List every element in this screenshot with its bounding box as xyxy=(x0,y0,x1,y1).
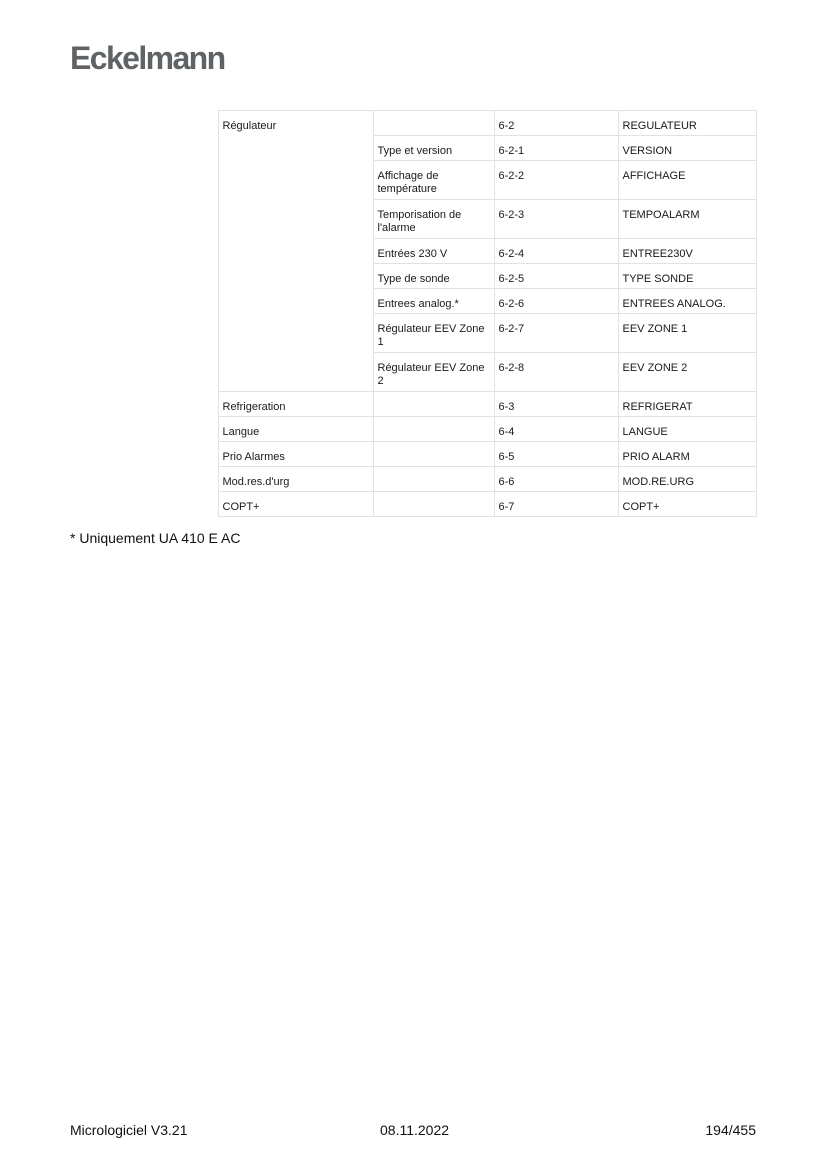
indent-cell xyxy=(70,111,218,517)
number-cell: 6-2-1 xyxy=(494,136,618,161)
number-cell: 6-2-2 xyxy=(494,161,618,200)
number-cell: 6-5 xyxy=(494,442,618,467)
footnote: * Uniquement UA 410 E AC xyxy=(70,530,241,546)
code-cell: LANGUE xyxy=(618,417,756,442)
number-cell: 6-2-7 xyxy=(494,314,618,353)
footer-product: Micrologiciel V3.21 xyxy=(70,1122,188,1138)
code-cell: COPT+ xyxy=(618,492,756,517)
number-cell: 6-2-6 xyxy=(494,289,618,314)
number-cell: 6-7 xyxy=(494,492,618,517)
code-cell: TEMPOALARM xyxy=(618,200,756,239)
code-cell: TYPE SONDE xyxy=(618,264,756,289)
submenu-cell: Temporisation de l'alarme xyxy=(373,200,494,239)
code-cell: EEV ZONE 2 xyxy=(618,353,756,392)
submenu-cell: Entrees analog.* xyxy=(373,289,494,314)
menu-cell: Prio Alarmes xyxy=(218,442,373,467)
eckelmann-logo: Eckelmann xyxy=(70,40,225,76)
table-row xyxy=(70,111,756,136)
menu-cell: Refrigeration xyxy=(218,392,373,417)
number-cell: 6-2-3 xyxy=(494,200,618,239)
number-cell: 6-2 xyxy=(494,111,618,136)
submenu-cell xyxy=(373,442,494,467)
submenu-cell xyxy=(373,392,494,417)
menu-cell: Langue xyxy=(218,417,373,442)
menu-cell: Régulateur xyxy=(218,111,373,392)
submenu-cell: Régulateur EEV Zone 1 xyxy=(373,314,494,353)
submenu-cell xyxy=(373,417,494,442)
footer-date: 08.11.2022 xyxy=(380,1122,450,1138)
menu-cell: COPT+ xyxy=(218,492,373,517)
code-cell: AFFICHAGE xyxy=(618,161,756,200)
submenu-cell: Type de sonde xyxy=(373,264,494,289)
code-cell: MOD.RE.URG xyxy=(618,467,756,492)
menu-cell: Mod.res.d'urg xyxy=(218,467,373,492)
number-cell: 6-2-4 xyxy=(494,239,618,264)
code-cell: REGULATEUR xyxy=(618,111,756,136)
submenu-cell xyxy=(373,492,494,517)
code-cell: VERSION xyxy=(618,136,756,161)
code-cell: REFRIGERAT xyxy=(618,392,756,417)
code-cell: EEV ZONE 1 xyxy=(618,314,756,353)
menu-structure-table xyxy=(70,110,757,517)
code-cell: PRIO ALARM xyxy=(618,442,756,467)
number-cell: 6-2-8 xyxy=(494,353,618,392)
code-cell: ENTREE230V xyxy=(618,239,756,264)
number-cell: 6-3 xyxy=(494,392,618,417)
number-cell: 6-6 xyxy=(494,467,618,492)
code-cell: ENTREES ANALOG. xyxy=(618,289,756,314)
submenu-cell xyxy=(373,467,494,492)
submenu-cell: Entrées 230 V xyxy=(373,239,494,264)
number-cell: 6-2-5 xyxy=(494,264,618,289)
submenu-cell: Régulateur EEV Zone 2 xyxy=(373,353,494,392)
submenu-cell: Affichage de température xyxy=(373,161,494,200)
number-cell: 6-4 xyxy=(494,417,618,442)
footer-page-number: 194/455 xyxy=(705,1122,756,1138)
submenu-cell xyxy=(373,111,494,136)
submenu-cell: Type et version xyxy=(373,136,494,161)
